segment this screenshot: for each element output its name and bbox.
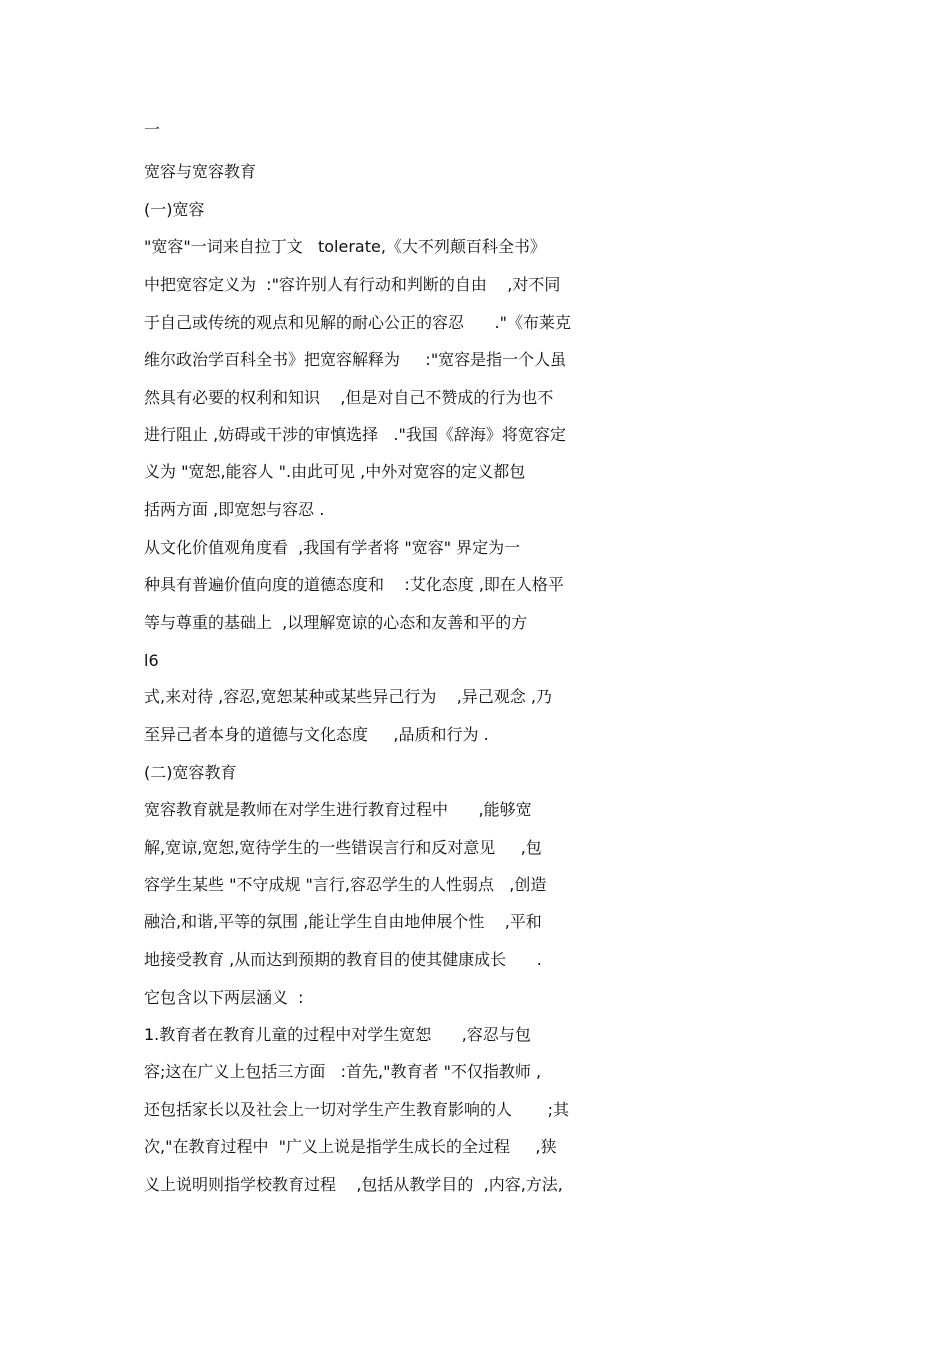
text-line: "宽容"一词来自拉丁文 tolerate,《大不列颠百科全书》 [144,237,546,256]
text-line: 然具有必要的权利和知识 ,但是对自己不赞成的行为也不 [144,388,554,407]
section-number: 一 [144,120,161,139]
text-line: 次,"在教育过程中 "广义上说是指学生成长的全过程 ,狭 [144,1137,557,1156]
text-line: 1.教育者在教育儿童的过程中对学生宽恕 ,容忍与包 [144,1025,531,1044]
text-line: 括两方面 ,即宽恕与容忍 . [144,500,325,519]
text-line: 融洽,和谐,平等的氛围 ,能让学生自由地伸展个性 ,平和 [144,912,542,931]
page-marker: l6 [144,651,159,670]
text-line: 宽容教育就是教师在对学生进行教育过程中 ,能够宽 [144,800,532,819]
text-line: 它包含以下两层涵义 : [144,988,304,1007]
text-line: 义为 "宽恕,能容人 ".由此可见 ,中外对宽容的定义都包 [144,462,526,481]
text-line: 至异己者本身的道德与文化态度 ,品质和行为 . [144,725,489,744]
text-line: 还包括家长以及社会上一切对学生产生教育影响的人 ;其 [144,1100,569,1119]
text-line: 维尔政治学百科全书》把宽容解释为 :"宽容是指一个人虽 [144,350,567,369]
subsection-heading: (一)宽容 [144,200,205,219]
text-line: 解,宽谅,宽恕,宽待学生的一些错误言行和反对意见 ,包 [144,838,542,857]
section-heading: 宽容与宽容教育 [144,162,257,181]
text-line: 中把宽容定义为 :"容许别人有行动和判断的自由 ,对不同 [144,275,561,294]
text-line: 种具有普遍价值向度的道德态度和 :艾化态度 ,即在人格平 [144,575,564,594]
text-line: 进行阻止 ,妨碍或干涉的审慎选择 ."我国《辞海》将宽容定 [144,425,566,444]
text-line: 容学生某些 "不守成规 "言行,容忍学生的人性弱点 ,创造 [144,875,547,894]
text-line: 于自己或传统的观点和见解的耐心公正的容忍 ."《布莱克 [144,313,571,332]
text-line: 式,来对待 ,容忍,宽恕某种或某些异己行为 ,异己观念 ,乃 [144,687,552,706]
text-line: 等与尊重的基础上 ,以理解宽谅的心态和友善和平的方 [144,613,528,632]
text-line: 容;这在广义上包括三方面 :首先,"教育者 "不仅指教师 , [144,1062,542,1081]
subsection-heading: (二)宽容教育 [144,763,237,782]
text-line: 从文化价值观角度看 ,我国有学者将 "宽容" 界定为一 [144,538,521,557]
text-line: 地接受教育 ,从而达到预期的教育目的使其健康成长 . [144,950,542,969]
text-line: 义上说明则指学校教育过程 ,包括从教学目的 ,内容,方法, [144,1175,563,1194]
